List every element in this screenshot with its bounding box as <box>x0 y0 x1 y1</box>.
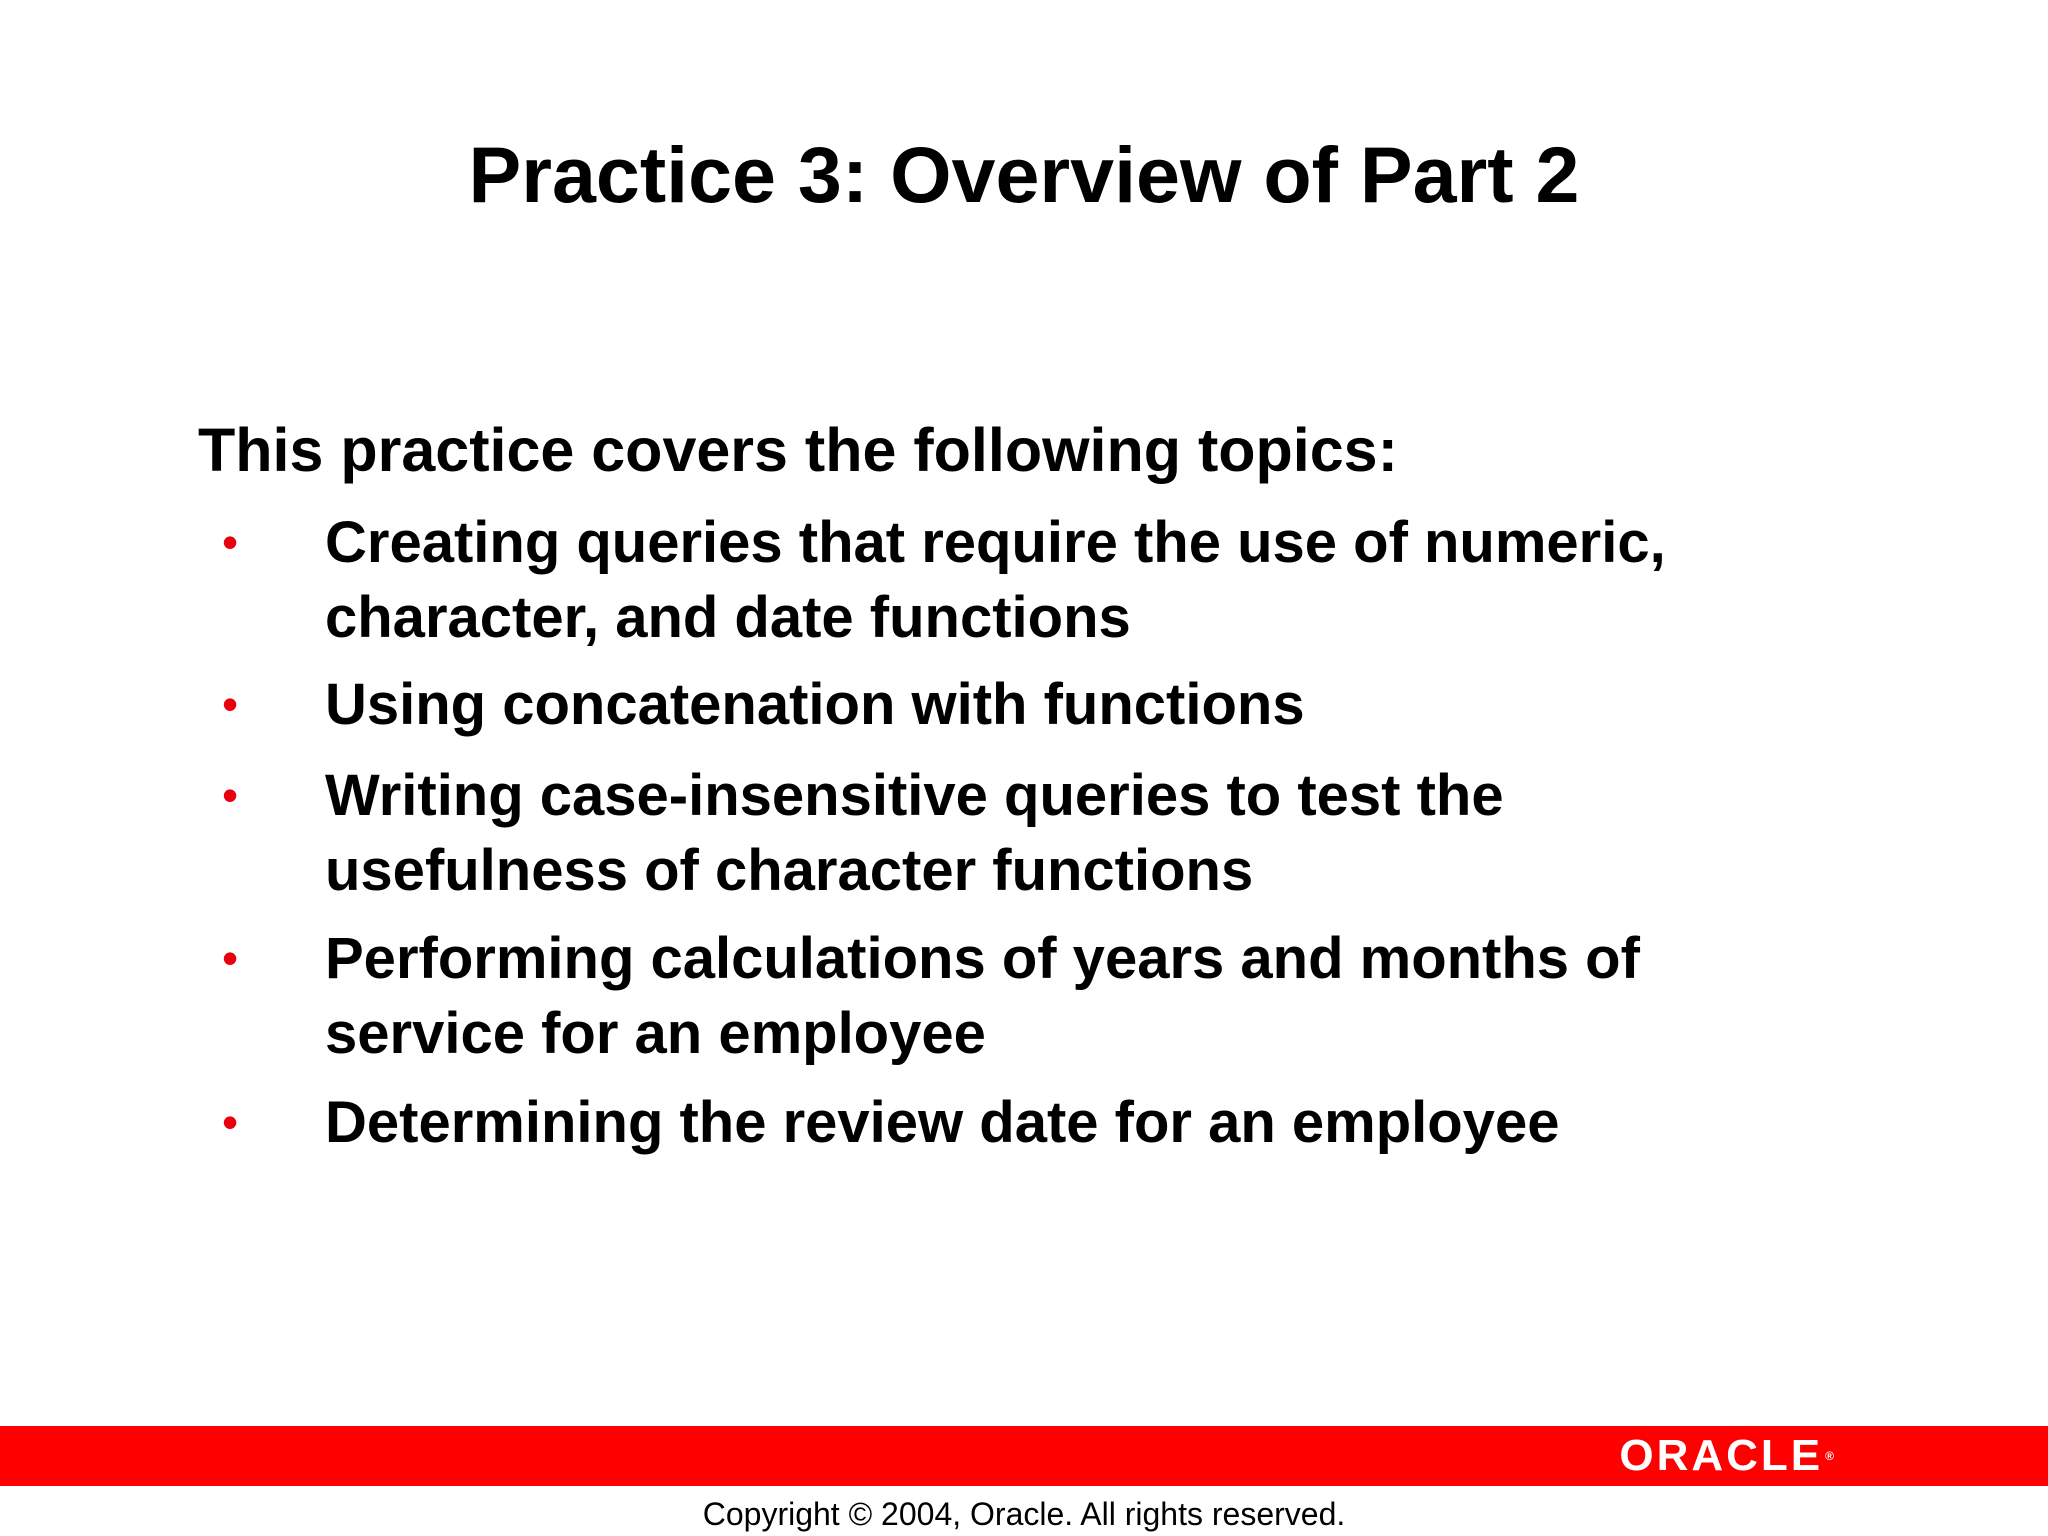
intro-text: This practice covers the following topics: <box>198 416 1398 484</box>
slide-title: Practice 3: Overview of Part 2 <box>468 130 1580 219</box>
topic-line: Performing calculations of years and months of <box>325 926 1640 991</box>
topic-text <box>325 667 1825 742</box>
topic-line: Using concatenation with functions <box>325 672 1305 737</box>
topic-text <box>325 758 1825 908</box>
bullet-icon: • <box>222 769 239 821</box>
bullet-icon: • <box>222 1096 239 1148</box>
topic-text <box>325 505 1825 655</box>
registered-mark: ® <box>1825 1449 1834 1463</box>
topic-line: character, and date functions <box>325 585 1131 650</box>
bullet-icon: • <box>222 516 239 568</box>
topic-text <box>325 1085 1825 1160</box>
topic-line: Writing case-insensitive queries to test the <box>325 763 1504 828</box>
footer-bar <box>0 1426 2048 1486</box>
oracle-logo <box>1619 1433 1834 1479</box>
copyright-notice: Copyright © 2004, Oracle. All rights reserved. <box>702 1496 1346 1532</box>
oracle-logo-text: ORACLE <box>1619 1431 1824 1480</box>
topic-line: Determining the review date for an employee <box>325 1090 1560 1155</box>
topic-line: service for an employee <box>325 1001 986 1066</box>
bullet-icon: • <box>222 932 239 984</box>
topic-line: Creating queries that require the use of numeric, <box>325 510 1666 575</box>
topic-text <box>325 921 1825 1071</box>
bullet-icon: • <box>222 678 239 730</box>
topic-line: usefulness of character functions <box>325 838 1254 903</box>
